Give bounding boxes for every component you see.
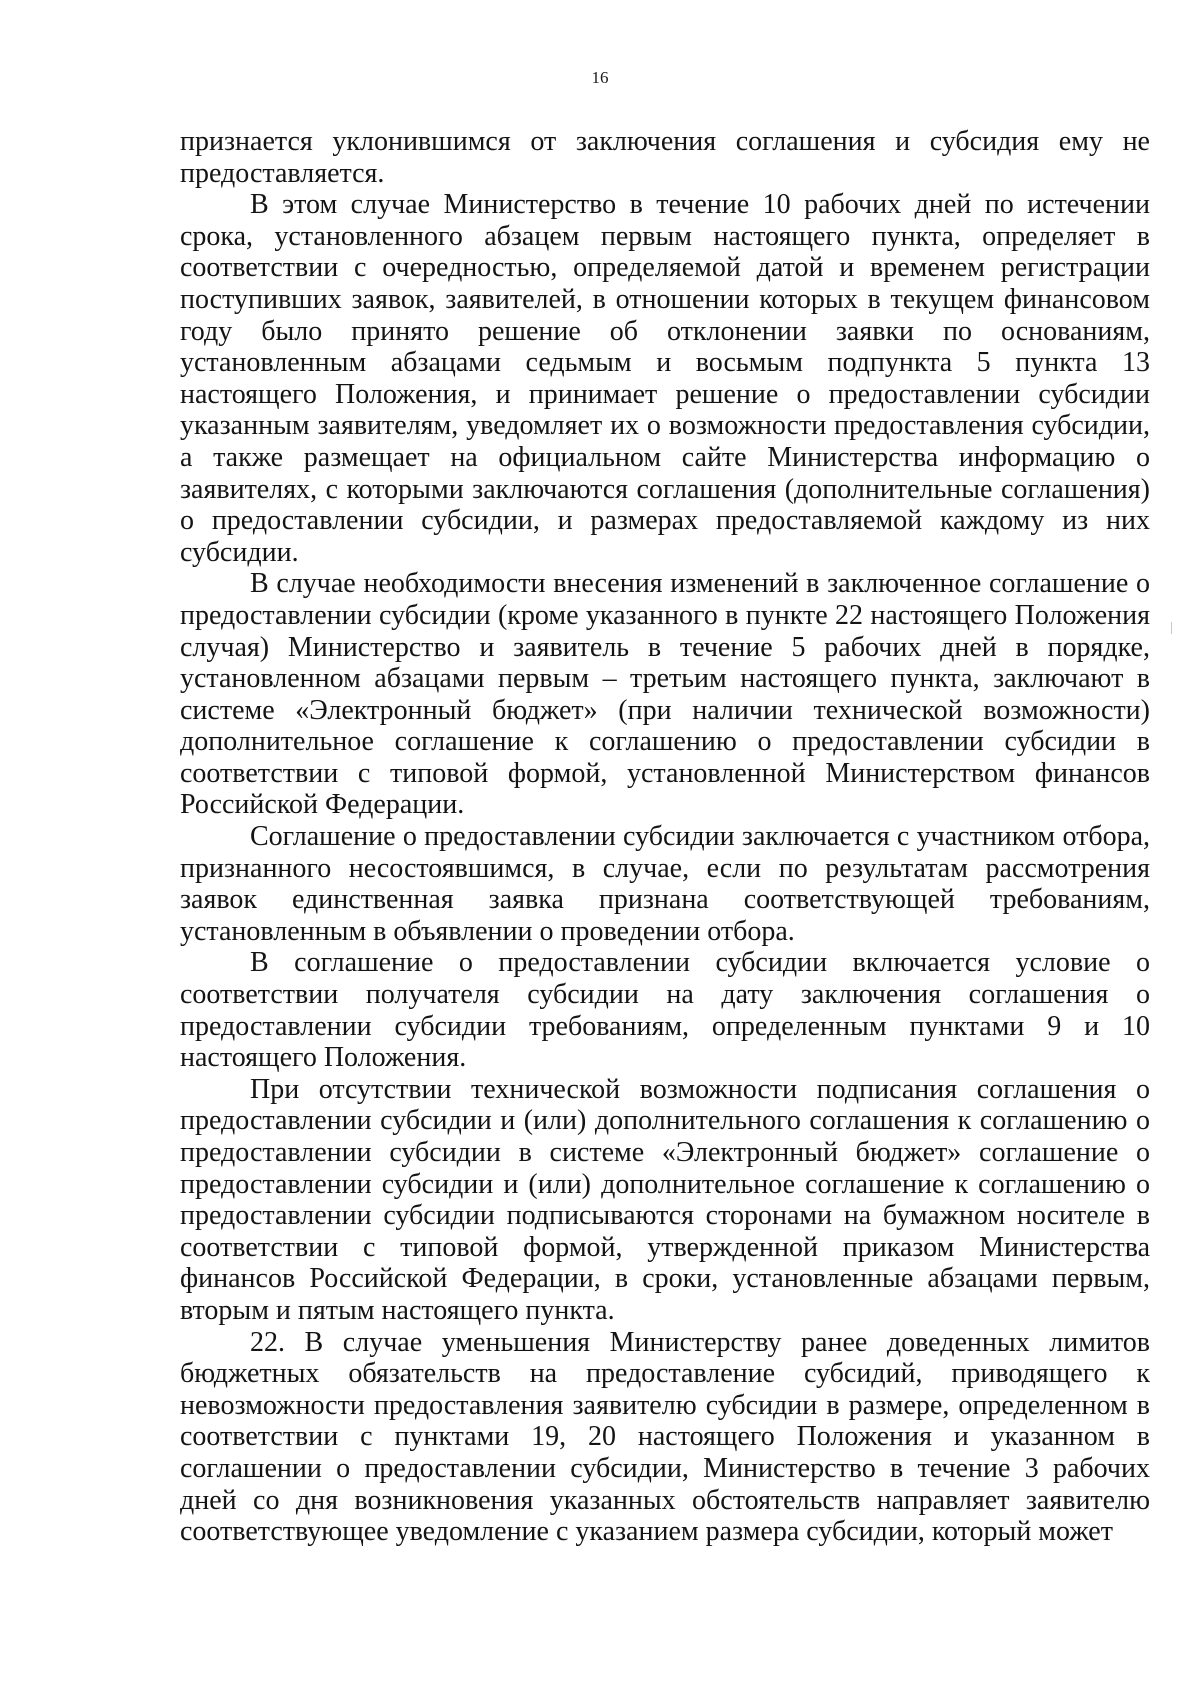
- paragraph: В этом случае Министерство в течение 10 рабочих дней по истечении срока, установленного абзацем первым настоящего пункта, определяет в соответствии с очередностью, определяемой датой и временем регистрации поступивших заявок, заявителей, в отношении которых в текущем финансовом году было принято решение об отклонении заявки по основаниям, установленным абзацами седьмым и восьмым подпункта 5 пункта 13 настоящего Положения, и принимает решение о предоставлении субсидии указанным заявителям, уведомляет их о возможности предоставления субсидии, а также размещает на официальном сайте Министерства информацию о заявителях, с которыми заключаются соглашения (дополнительные соглашения) о предоставлении субсидии, и размерах предоставляемой каждому из них субсидии.: [180, 189, 1150, 568]
- page-number: 16: [591, 68, 609, 87]
- paragraph: В соглашение о предоставлении субсидии включается условие о соответствии получателя субсидии на дату заключения соглашения о предоставлении субсидии требованиям, определенным пунктами 9 и 10 настоящего Положения.: [180, 947, 1150, 1074]
- paragraph: В случае необходимости внесения изменений в заключенное соглашение о предоставлении субсидии (кроме указанного в пункте 22 настоящего Положения случая) Министерство и заявитель в течение 5 рабочих дней в порядке, установленном абзацами первым – третьим настоящего пункта, заключают в системе «Электронный бюджет» (при наличии технической возможности) дополнительное соглашение к соглашению о предоставлении субсидии в соответствии с типовой формой, установленной Министерством финансов Российской Федерации.: [180, 568, 1150, 821]
- paragraph-continuation: признается уклонившимся от заключения соглашения и субсидия ему не предоставляется.: [180, 126, 1150, 189]
- scan-artifact: [1171, 622, 1172, 634]
- paragraph-item-22: 22. В случае уменьшения Министерству ранее доведенных лимитов бюджетных обязательств на предоставление субсидий, приводящего к невозможности предоставления заявителю субсидии в размере, определенном в соответствии с пунктами 19, 20 настоящего Положения и указанном в соглашении о предоставлении субсидии, Министерство в течение 3 рабочих дней со дня возникновения указанных обстоятельств направляет заявителю соответствующее уведомление с указанием размера субсидии, который может: [180, 1326, 1150, 1548]
- paragraph: Соглашение о предоставлении субсидии заключается с участником отбора, признанного несостоявшимся, в случае, если по результатам рассмотрения заявок единственная заявка признана соответствующей требованиям, установленным в объявлении о проведении отбора.: [180, 821, 1150, 947]
- paragraph: При отсутствии технической возможности подписания соглашения о предоставлении субсидии и (или) дополнительного соглашения к соглашению о предоставлении субсидии в системе «Электронный бюджет» соглашение о предоставлении субсидии и (или) дополнительное соглашение к соглашению о предоставлении субсидии подписываются сторонами на бумажном носителе в соответствии с типовой формой, утвержденной приказом Министерства финансов Российской Федерации, в сроки, установленные абзацами первым, вторым и пятым настоящего пункта.: [180, 1073, 1150, 1326]
- document-body: [180, 126, 1150, 1548]
